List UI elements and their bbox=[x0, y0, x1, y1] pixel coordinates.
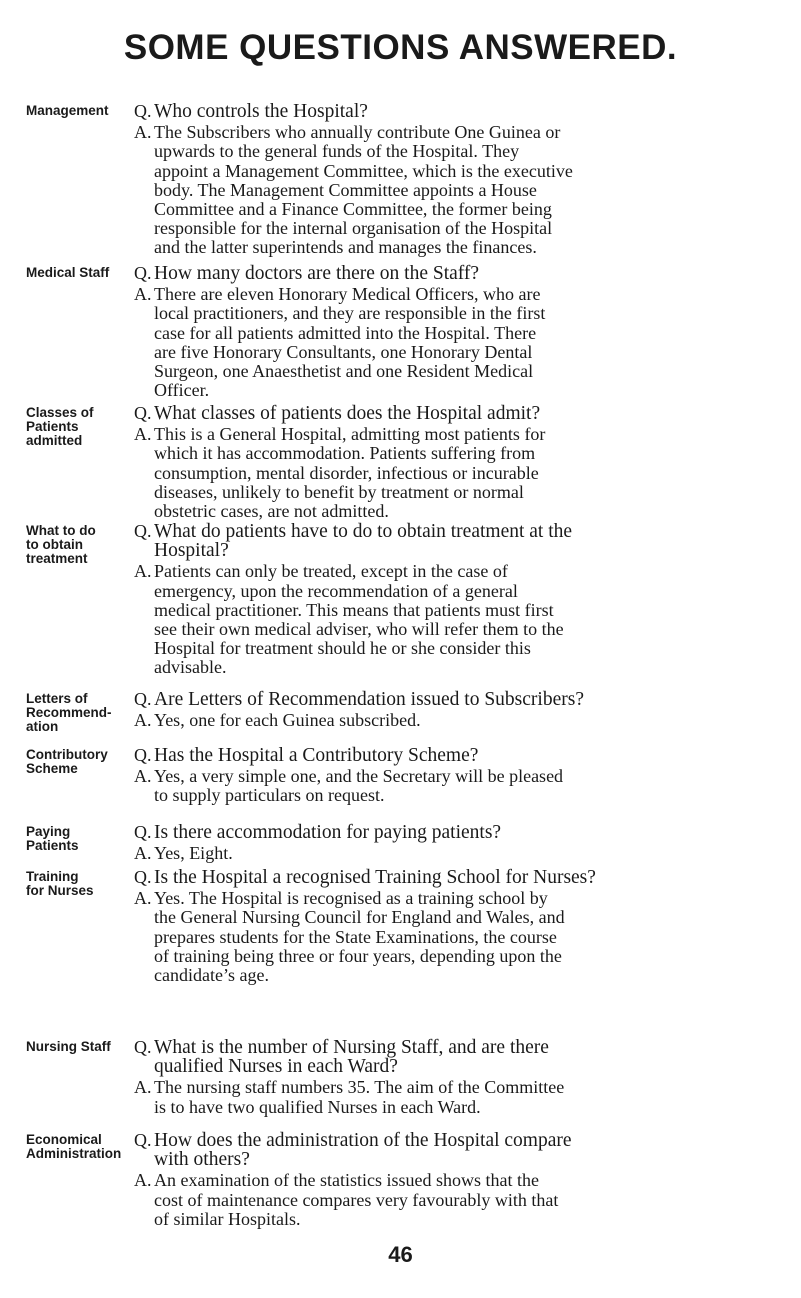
question-line: Has the Hospital a Contributory Scheme? bbox=[154, 745, 479, 766]
answer-label: A. bbox=[134, 888, 152, 909]
answer-line: There are eleven Honorary Medical Officers, who are bbox=[154, 284, 541, 305]
answer-text bbox=[154, 1078, 774, 1116]
answer-line: Committee and a Finance Committee, the former being bbox=[154, 199, 552, 220]
question bbox=[134, 1131, 774, 1169]
question-text bbox=[154, 264, 774, 283]
answer-line: obstetric cases, are not admitted. bbox=[154, 501, 389, 522]
answer-line: upwards to the general funds of the Hospital. They bbox=[154, 141, 520, 162]
question-text bbox=[154, 522, 774, 560]
answer-line: advisable. bbox=[154, 657, 227, 678]
answer-line: consumption, mental disorder, infectious or incurable bbox=[154, 462, 539, 483]
side-heading bbox=[26, 266, 134, 280]
answer bbox=[134, 889, 774, 985]
question-text bbox=[154, 868, 774, 887]
side-heading-line: Letters of bbox=[26, 691, 88, 706]
qa-body bbox=[134, 1131, 774, 1229]
answer-line: Yes, Eight. bbox=[154, 843, 233, 864]
side-heading-line: Economical bbox=[26, 1132, 102, 1147]
question-line: with others? bbox=[154, 1149, 250, 1171]
answer-text bbox=[154, 562, 774, 677]
answer-line: Surgeon, one Anaesthetist and one Resident Medical bbox=[154, 361, 534, 382]
side-heading bbox=[26, 870, 134, 898]
answer-line: Yes. The Hospital is recognised as a training school by bbox=[154, 888, 548, 909]
question-line: Who controls the Hospital? bbox=[154, 101, 368, 122]
question-label: Q. bbox=[134, 101, 152, 121]
answer-text bbox=[154, 844, 774, 863]
question-label: Q. bbox=[134, 867, 152, 887]
question-label: Q. bbox=[134, 822, 152, 842]
answer bbox=[134, 123, 774, 257]
side-heading-line: Scheme bbox=[26, 761, 78, 776]
answer-text bbox=[154, 767, 774, 805]
answer-line: which it has accommodation. Patients suffering from bbox=[154, 443, 536, 464]
answer-label: A. bbox=[134, 284, 152, 305]
side-heading-line: Administration bbox=[26, 1146, 122, 1161]
answer-line: Officer. bbox=[154, 380, 210, 401]
answer-label: A. bbox=[134, 1170, 152, 1191]
question-text bbox=[154, 404, 774, 423]
question-line: qualified Nurses in each Ward? bbox=[154, 1056, 398, 1078]
answer-line: case for all patients admitted into the Hospital. There bbox=[154, 322, 537, 343]
answer-line: is to have two qualified Nurses in each Ward. bbox=[154, 1096, 481, 1117]
question-line: Are Letters of Recommendation issued to Subscribers? bbox=[154, 689, 584, 710]
side-heading bbox=[26, 524, 134, 566]
side-heading bbox=[26, 748, 134, 776]
question bbox=[134, 1038, 774, 1076]
question-line: How many doctors are there on the Staff? bbox=[154, 263, 480, 284]
answer-line: Hospital for treatment should he or she consider this bbox=[154, 638, 531, 659]
question-text bbox=[154, 746, 774, 765]
answer-line: Yes, one for each Guinea subscribed. bbox=[154, 710, 421, 731]
answer-line: see their own medical adviser, who will refer them to the bbox=[154, 619, 564, 640]
question-label: Q. bbox=[134, 1037, 152, 1057]
answer-line: appoint a Management Committee, which is the executive bbox=[154, 160, 573, 181]
answer bbox=[134, 562, 774, 677]
question-text bbox=[154, 690, 774, 709]
qa-body bbox=[134, 264, 774, 400]
answer bbox=[134, 1078, 774, 1116]
question-line: What do patients have to do to obtain treatment at the bbox=[154, 521, 573, 542]
answer-line: prepares students for the State Examinations, the course bbox=[154, 926, 557, 947]
qa-body bbox=[134, 823, 774, 863]
qa-body bbox=[134, 746, 774, 806]
answer bbox=[134, 767, 774, 805]
side-heading bbox=[26, 825, 134, 853]
question-text bbox=[154, 102, 774, 121]
side-heading-line: Training bbox=[26, 869, 79, 884]
side-heading-line: Nursing Staff bbox=[26, 1039, 111, 1054]
answer-label: A. bbox=[134, 843, 152, 864]
answer-line: responsible for the internal organisation of the Hospital bbox=[154, 218, 553, 239]
answer bbox=[134, 425, 774, 521]
side-heading bbox=[26, 692, 134, 734]
question-label: Q. bbox=[134, 745, 152, 765]
answer bbox=[134, 285, 774, 400]
question-line: Is there accommodation for paying patients? bbox=[154, 822, 502, 843]
side-heading bbox=[26, 1040, 134, 1054]
side-heading-line: Medical Staff bbox=[26, 265, 110, 280]
side-heading-line: Classes of bbox=[26, 405, 94, 420]
side-heading-line: admitted bbox=[26, 433, 83, 448]
answer-text bbox=[154, 1171, 774, 1229]
page-number: 46 bbox=[388, 1242, 413, 1267]
question-label: Q. bbox=[134, 403, 152, 423]
side-heading-line: Recommend- bbox=[26, 705, 112, 720]
question-line: How does the administration of the Hospital compare bbox=[154, 1130, 572, 1151]
answer-line: Yes, a very simple one, and the Secretary will be pleased bbox=[154, 766, 564, 787]
qa-body bbox=[134, 1038, 774, 1117]
answer-line: to supply particulars on request. bbox=[154, 785, 385, 806]
qa-body bbox=[134, 690, 774, 730]
answer bbox=[134, 711, 774, 730]
question bbox=[134, 102, 774, 121]
question-line: What classes of patients does the Hospital admit? bbox=[154, 403, 541, 424]
answer-text bbox=[154, 711, 774, 730]
side-heading-line: treatment bbox=[26, 551, 88, 566]
question bbox=[134, 746, 774, 765]
answer-line: diseases, unlikely to benefit by treatment or normal bbox=[154, 481, 524, 502]
answer-line: An examination of the statistics issued shows that the bbox=[154, 1170, 539, 1191]
side-heading bbox=[26, 104, 134, 118]
answer-line: The Subscribers who annually contribute One Guinea or bbox=[154, 122, 561, 143]
question-text bbox=[154, 1131, 774, 1169]
question bbox=[134, 404, 774, 423]
answer-line: candidate’s age. bbox=[154, 965, 269, 986]
answer-line: and the latter superintends and manages the finances. bbox=[154, 237, 537, 258]
answer-text bbox=[154, 285, 774, 400]
answer bbox=[134, 1171, 774, 1229]
answer-line: of similar Hospitals. bbox=[154, 1208, 301, 1229]
answer-line: Patients can only be treated, except in the case of bbox=[154, 561, 508, 582]
qa-body bbox=[134, 868, 774, 985]
answer-line: are five Honorary Consultants, one Honorary Dental bbox=[154, 341, 533, 362]
answer bbox=[134, 844, 774, 863]
side-heading bbox=[26, 1133, 134, 1161]
side-heading-line: ation bbox=[26, 719, 59, 734]
answer-line: cost of maintenance compares very favourably with that bbox=[154, 1189, 559, 1210]
answer-line: medical practitioner. This means that patients must first bbox=[154, 599, 554, 620]
side-heading-line: Patients bbox=[26, 419, 79, 434]
answer-label: A. bbox=[134, 710, 152, 731]
qa-body bbox=[134, 522, 774, 678]
answer-line: body. The Management Committee appoints a House bbox=[154, 179, 537, 200]
question bbox=[134, 264, 774, 283]
answer-label: A. bbox=[134, 561, 152, 582]
answer-line: This is a General Hospital, admitting most patients for bbox=[154, 424, 546, 445]
answer-label: A. bbox=[134, 122, 152, 143]
side-heading-line: Patients bbox=[26, 838, 79, 853]
answer-line: local practitioners, and they are responsible in the first bbox=[154, 303, 546, 324]
answer-line: emergency, upon the recommendation of a general bbox=[154, 580, 518, 601]
answer-label: A. bbox=[134, 766, 152, 787]
side-heading bbox=[26, 406, 134, 448]
answer-label: A. bbox=[134, 1077, 152, 1098]
question-text bbox=[154, 1038, 774, 1076]
question-line: Hospital? bbox=[154, 540, 229, 562]
question bbox=[134, 522, 774, 560]
question-label: Q. bbox=[134, 521, 152, 541]
qa-body bbox=[134, 404, 774, 521]
question-line: What is the number of Nursing Staff, and are there bbox=[154, 1037, 549, 1058]
question-label: Q. bbox=[134, 263, 152, 283]
question-line: Is the Hospital a recognised Training School for Nurses? bbox=[154, 867, 596, 888]
question bbox=[134, 823, 774, 842]
side-heading-line: for Nurses bbox=[26, 883, 94, 898]
question bbox=[134, 690, 774, 709]
page-title: SOME QUESTIONS ANSWERED. bbox=[123, 28, 678, 67]
question bbox=[134, 868, 774, 887]
side-heading-line: What to do bbox=[26, 523, 96, 538]
answer-text bbox=[154, 889, 774, 985]
side-heading-line: to obtain bbox=[26, 537, 83, 552]
side-heading-line: Contributory bbox=[26, 747, 108, 762]
side-heading-line: Paying bbox=[26, 824, 71, 839]
qa-body bbox=[134, 102, 774, 258]
question-label: Q. bbox=[134, 689, 152, 709]
answer-line: the General Nursing Council for England and Wales, and bbox=[154, 907, 565, 928]
answer-line: of training being three or four years, depending upon the bbox=[154, 945, 562, 966]
answer-line: The nursing staff numbers 35. The aim of the Committee bbox=[154, 1077, 565, 1098]
side-heading-line: Management bbox=[26, 103, 109, 118]
answer-text bbox=[154, 425, 774, 521]
question-label: Q. bbox=[134, 1130, 152, 1150]
answer-text bbox=[154, 123, 774, 257]
answer-label: A. bbox=[134, 424, 152, 445]
question-text bbox=[154, 823, 774, 842]
